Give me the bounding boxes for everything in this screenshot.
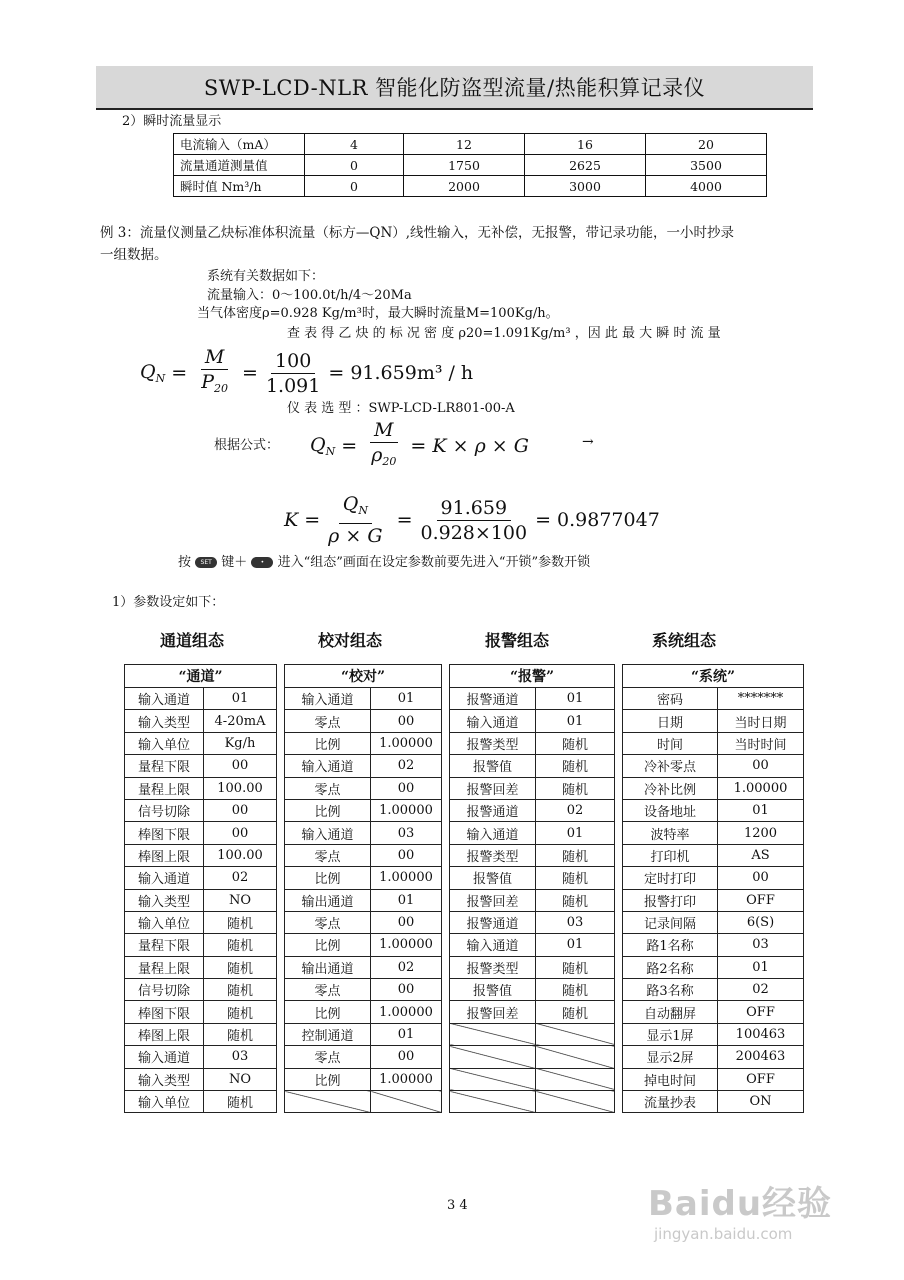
param-name: 比例 — [285, 1001, 371, 1023]
param-value: NO — [204, 1068, 277, 1090]
config-section-header: “系统” — [623, 665, 804, 688]
param-name: 棒图下限 — [125, 822, 204, 844]
param-value: 随机 — [204, 979, 277, 1001]
config-table-row — [125, 934, 804, 956]
empty-cell — [285, 1091, 371, 1113]
column-gap — [442, 1091, 450, 1113]
param-name: 报警通道 — [450, 688, 536, 710]
param-name: 量程上限 — [125, 777, 204, 799]
param-name: 报警回差 — [450, 777, 536, 799]
table1-cell: 16 — [525, 134, 646, 155]
column-gap — [615, 1091, 623, 1113]
group-heading-calibration: 校对组态 — [318, 631, 383, 650]
param-name: 比例 — [285, 934, 371, 956]
column-gap — [615, 1046, 623, 1068]
column-gap — [615, 844, 623, 866]
param-name: 输入通道 — [125, 688, 204, 710]
dot-key-icon: • — [251, 557, 273, 568]
table1-cell: 3500 — [646, 155, 767, 176]
param-value: 01 — [204, 688, 277, 710]
param-name: 零点 — [285, 710, 371, 732]
param-name: 输入通道 — [450, 710, 536, 732]
param-value: 02 — [718, 979, 804, 1001]
column-gap — [442, 710, 450, 732]
param-name: 输入类型 — [125, 889, 204, 911]
param-value: 00 — [371, 911, 442, 933]
column-gap — [615, 755, 623, 777]
table1-cell: 12 — [404, 134, 525, 155]
table1-row-label: 电流输入（mA） — [174, 134, 305, 155]
param-value: ON — [718, 1091, 804, 1113]
column-gap — [615, 956, 623, 978]
config-table-row — [125, 889, 804, 911]
param-value: 02 — [371, 755, 442, 777]
param-name: 冷补比例 — [623, 777, 718, 799]
column-gap — [615, 732, 623, 754]
config-table-row — [125, 688, 804, 710]
config-params-table — [124, 664, 804, 1113]
param-name: 输入通道 — [125, 1046, 204, 1068]
param-value: OFF — [718, 1001, 804, 1023]
column-gap — [615, 934, 623, 956]
param-value: 01 — [371, 889, 442, 911]
param-value: 1200 — [718, 822, 804, 844]
param-name: 报警回差 — [450, 1001, 536, 1023]
param-name: 掉电时间 — [623, 1068, 718, 1090]
param-value: 01 — [536, 934, 615, 956]
param-value: 1.00000 — [371, 1001, 442, 1023]
column-gap — [442, 1023, 450, 1045]
config-table-row — [125, 956, 804, 978]
column-gap — [442, 665, 450, 688]
eq3-result: = 0.9877047 — [535, 509, 660, 531]
config-table-row — [125, 777, 804, 799]
table1-cell: 1750 — [404, 155, 525, 176]
param-name: 显示1屏 — [623, 1023, 718, 1045]
table1-row — [174, 134, 767, 155]
config-section-header: “校对” — [285, 665, 442, 688]
param-name: 输入通道 — [285, 688, 371, 710]
system-data-label: 系统有关数据如下： — [207, 269, 325, 284]
param-name: 波特率 — [623, 822, 718, 844]
param-name: 报警通道 — [450, 799, 536, 821]
equation-k-value: K = $\frac{Q_N}{\rho \times G}$ = $\frac{91.659}{0.928\times 100}$ = 0.9877047 — [284, 493, 660, 547]
column-gap — [277, 755, 285, 777]
column-gap — [442, 822, 450, 844]
column-gap — [615, 688, 623, 710]
group-heading-system: 系统组态 — [652, 631, 717, 650]
column-gap — [615, 889, 623, 911]
param-value: OFF — [718, 889, 804, 911]
config-section-header: “通道” — [125, 665, 277, 688]
empty-cell — [450, 1023, 536, 1045]
column-gap — [277, 710, 285, 732]
param-name: 路2名称 — [623, 956, 718, 978]
empty-cell — [536, 1023, 615, 1045]
key-mid-text: 键＋ — [221, 555, 248, 570]
param-name: 零点 — [285, 1046, 371, 1068]
table1-row — [174, 176, 767, 197]
column-gap — [277, 799, 285, 821]
param-value: 随机 — [536, 956, 615, 978]
example3-line2: 一组数据。 — [100, 247, 168, 263]
param-name: 输入通道 — [285, 755, 371, 777]
empty-cell — [450, 1046, 536, 1068]
param-value: 01 — [371, 688, 442, 710]
param-value: 随机 — [536, 755, 615, 777]
param-value: 当时时间 — [718, 732, 804, 754]
eq1-denominator: 1.091 — [265, 374, 321, 397]
column-gap — [615, 1001, 623, 1023]
param-value: 随机 — [204, 1091, 277, 1113]
table1-row-label: 瞬时值 Nm³/h — [174, 176, 305, 197]
param-value: 01 — [536, 710, 615, 732]
param-name: 零点 — [285, 777, 371, 799]
empty-cell — [371, 1091, 442, 1113]
param-name: 输入类型 — [125, 710, 204, 732]
param-value: 02 — [536, 799, 615, 821]
table1-cell: 20 — [646, 134, 767, 155]
param-name: 显示2屏 — [623, 1046, 718, 1068]
param-name: 比例 — [285, 732, 371, 754]
eq1-result: = 91.659m³ / h — [328, 362, 474, 384]
param-name: 报警回差 — [450, 889, 536, 911]
param-name: 控制通道 — [285, 1023, 371, 1045]
table1-cell: 2000 — [404, 176, 525, 197]
param-value: 随机 — [536, 889, 615, 911]
column-gap — [442, 1046, 450, 1068]
param-name: 量程上限 — [125, 956, 204, 978]
arrow-glyph: → — [582, 434, 594, 450]
param-value: 随机 — [204, 1023, 277, 1045]
column-gap — [277, 844, 285, 866]
eq3-denominator: 0.928×100 — [420, 521, 528, 544]
param-name: 输入通道 — [450, 822, 536, 844]
config-table-row — [125, 1068, 804, 1090]
param-name: 路1名称 — [623, 934, 718, 956]
param-name: 输出通道 — [285, 889, 371, 911]
param-value: 随机 — [536, 979, 615, 1001]
param-value: 1.00000 — [371, 867, 442, 889]
column-gap — [615, 822, 623, 844]
column-gap — [442, 867, 450, 889]
param-value: NO — [204, 889, 277, 911]
column-gap — [277, 956, 285, 978]
instant-flow-table — [173, 133, 767, 197]
param-value: 00 — [204, 755, 277, 777]
param-name: 报警类型 — [450, 956, 536, 978]
lookup-text: 查 表 得 乙 炔 的 标 况 密 度 ρ20=1.091Kg/m³ ，因 此 最 大 瞬 时 流 量 — [287, 326, 721, 341]
config-table-row — [125, 710, 804, 732]
column-gap — [442, 1068, 450, 1090]
param-value: ******* — [718, 688, 804, 710]
param-value: 00 — [371, 844, 442, 866]
param-value: 00 — [204, 822, 277, 844]
column-gap — [277, 934, 285, 956]
config-table-row — [125, 1023, 804, 1045]
param-name: 输入单位 — [125, 732, 204, 754]
formula-label: 根据公式： — [214, 438, 280, 453]
column-gap — [442, 934, 450, 956]
param-name: 零点 — [285, 844, 371, 866]
column-gap — [277, 1001, 285, 1023]
column-gap — [615, 911, 623, 933]
empty-cell — [450, 1068, 536, 1090]
column-gap — [277, 911, 285, 933]
param-name: 比例 — [285, 1068, 371, 1090]
param-name: 设备地址 — [623, 799, 718, 821]
param-name: 报警值 — [450, 755, 536, 777]
param-value: 200463 — [718, 1046, 804, 1068]
column-gap — [615, 867, 623, 889]
watermark-brand: Baidu经验 — [648, 1184, 833, 1224]
param-name: 自动翻屏 — [623, 1001, 718, 1023]
column-gap — [277, 1068, 285, 1090]
column-gap — [442, 979, 450, 1001]
watermark — [648, 1176, 832, 1243]
param-value: 当时日期 — [718, 710, 804, 732]
param-name: 报警值 — [450, 979, 536, 1001]
param-name: 报警值 — [450, 867, 536, 889]
column-gap — [615, 777, 623, 799]
param-value: 00 — [718, 755, 804, 777]
key-pre-text: 按 — [178, 555, 192, 570]
config-table-row — [125, 911, 804, 933]
example3-line1: 例 3：流量仪测量乙炔标准体积流量（标方—QN）,线性输入，无补偿，无报警，带记录功能，一小时抄录 — [100, 225, 735, 241]
param-name: 日期 — [623, 710, 718, 732]
param-value: Kg/h — [204, 732, 277, 754]
model-text: 仪 表 选 型 ：SWP-LCD-LR801-00-A — [287, 401, 515, 416]
table1-row — [174, 155, 767, 176]
column-gap — [615, 665, 623, 688]
column-gap — [277, 1046, 285, 1068]
column-gap — [442, 889, 450, 911]
param-value: 01 — [536, 688, 615, 710]
param-value: 6(S) — [718, 911, 804, 933]
group-heading-channel: 通道组态 — [160, 631, 225, 650]
column-gap — [277, 867, 285, 889]
column-gap — [442, 777, 450, 799]
column-gap — [615, 1068, 623, 1090]
param-value: AS — [718, 844, 804, 866]
param-value: 00 — [371, 979, 442, 1001]
param-name: 比例 — [285, 867, 371, 889]
param-name: 零点 — [285, 979, 371, 1001]
table1-cell: 2625 — [525, 155, 646, 176]
param-value: 1.00000 — [371, 799, 442, 821]
page-number: 3 4 — [447, 1198, 468, 1213]
column-gap — [442, 799, 450, 821]
config-table-row — [125, 799, 804, 821]
param-value: 00 — [718, 867, 804, 889]
flow-input-text: 流量输入：0～100.0t/h/4～20Ma — [207, 288, 412, 303]
equation-qn-value: $Q_N$ = $\frac{M}{P_{20}}$ = $\frac{100}{1.091}$ = 91.659m³ / h — [140, 346, 474, 397]
config-table-row — [125, 1046, 804, 1068]
param-value: 03 — [536, 911, 615, 933]
param-name: 定时打印 — [623, 867, 718, 889]
param-name: 记录间隔 — [623, 911, 718, 933]
param-name: 时间 — [623, 732, 718, 754]
param-name: 信号切除 — [125, 979, 204, 1001]
set-key-icon: SET — [195, 557, 217, 568]
config-table-row — [125, 867, 804, 889]
param-value: 01 — [536, 822, 615, 844]
config-table-row — [125, 1001, 804, 1023]
table1-cell: 0 — [305, 176, 404, 197]
param-value: 1.00000 — [371, 934, 442, 956]
param-value: 03 — [718, 934, 804, 956]
config-table-row — [125, 822, 804, 844]
param-value: 1.00000 — [718, 777, 804, 799]
config-table-row — [125, 844, 804, 866]
column-gap — [442, 732, 450, 754]
param-value: 随机 — [204, 911, 277, 933]
param-name: 打印机 — [623, 844, 718, 866]
param-name: 输入通道 — [125, 867, 204, 889]
param-value: OFF — [718, 1068, 804, 1090]
group-heading-alarm: 报警组态 — [485, 631, 550, 650]
config-table-row — [125, 979, 804, 1001]
param-name: 报警打印 — [623, 889, 718, 911]
param-value: 随机 — [536, 777, 615, 799]
config-section-header: “报警” — [450, 665, 615, 688]
empty-cell — [536, 1046, 615, 1068]
param-value: 00 — [204, 799, 277, 821]
param-value: 00 — [371, 777, 442, 799]
param-name: 信号切除 — [125, 799, 204, 821]
column-gap — [615, 979, 623, 1001]
param-name: 输出通道 — [285, 956, 371, 978]
column-gap — [277, 1091, 285, 1113]
param-name: 密码 — [623, 688, 718, 710]
param-name: 输入单位 — [125, 911, 204, 933]
key-post-text: 进入“组态”画面在设定参数前要先进入“开锁”参数开锁 — [277, 555, 591, 570]
param-name: 棒图下限 — [125, 1001, 204, 1023]
params-heading: 1）参数设定如下： — [112, 595, 225, 610]
table1-cell: 4000 — [646, 176, 767, 197]
column-gap — [442, 911, 450, 933]
param-value: 00 — [371, 710, 442, 732]
param-value: 02 — [371, 956, 442, 978]
section-heading-instant: 2）瞬时流量显示 — [122, 114, 222, 129]
column-gap — [277, 822, 285, 844]
param-value: 03 — [371, 822, 442, 844]
param-value: 随机 — [536, 844, 615, 866]
param-value: 随机 — [536, 867, 615, 889]
column-gap — [442, 956, 450, 978]
config-table-row — [125, 1091, 804, 1113]
eq3-numerator: 91.659 — [437, 496, 511, 521]
param-name: 棒图上限 — [125, 1023, 204, 1045]
param-name: 量程下限 — [125, 934, 204, 956]
column-gap — [277, 777, 285, 799]
page-header — [96, 66, 813, 110]
param-value: 00 — [371, 1046, 442, 1068]
column-gap — [277, 889, 285, 911]
param-name: 输入类型 — [125, 1068, 204, 1090]
column-gap — [615, 1023, 623, 1045]
empty-cell — [450, 1091, 536, 1113]
param-value: 02 — [204, 867, 277, 889]
column-gap — [277, 688, 285, 710]
param-value: 100463 — [718, 1023, 804, 1045]
param-name: 输入单位 — [125, 1091, 204, 1113]
param-value: 100.00 — [204, 844, 277, 866]
table1-cell: 4 — [305, 134, 404, 155]
column-gap — [277, 979, 285, 1001]
param-value: 随机 — [536, 1001, 615, 1023]
config-table-row — [125, 755, 804, 777]
param-value: 03 — [204, 1046, 277, 1068]
table1-row-label: 流量通道测量值 — [174, 155, 305, 176]
param-name: 报警类型 — [450, 844, 536, 866]
param-value: 4-20mA — [204, 710, 277, 732]
param-name: 比例 — [285, 799, 371, 821]
table1-cell: 0 — [305, 155, 404, 176]
param-value: 100.00 — [204, 777, 277, 799]
empty-cell — [536, 1068, 615, 1090]
column-gap — [277, 1023, 285, 1045]
table1-cell: 3000 — [525, 176, 646, 197]
column-gap — [615, 710, 623, 732]
column-gap — [442, 755, 450, 777]
param-name: 输入通道 — [285, 822, 371, 844]
config-table-row — [125, 732, 804, 754]
param-value: 1.00000 — [371, 732, 442, 754]
header-title: SWP-LCD-NLR 智能化防盗型流量/热能积算记录仪 — [203, 76, 706, 100]
param-name: 报警通道 — [450, 911, 536, 933]
param-value: 随机 — [204, 1001, 277, 1023]
key-instruction — [178, 554, 590, 571]
config-table-header-row — [125, 665, 804, 688]
param-name: 流量抄表 — [623, 1091, 718, 1113]
column-gap — [615, 799, 623, 821]
eq1-numerator: 100 — [271, 349, 315, 374]
param-value: 01 — [718, 799, 804, 821]
param-value: 随机 — [204, 934, 277, 956]
param-value: 1.00000 — [371, 1068, 442, 1090]
column-gap — [277, 665, 285, 688]
density-text: 当气体密度ρ=0.928 Kg/m³时，最大瞬时流量M=100Kg/h。 — [197, 306, 559, 321]
param-value: 01 — [718, 956, 804, 978]
empty-cell — [536, 1091, 615, 1113]
param-value: 随机 — [204, 956, 277, 978]
param-value: 01 — [371, 1023, 442, 1045]
column-gap — [442, 688, 450, 710]
param-name: 路3名称 — [623, 979, 718, 1001]
equation-formula: $Q_N$ = $\frac{M}{\rho_{20}}$ = K × ρ × G — [310, 419, 529, 468]
param-value: 随机 — [536, 732, 615, 754]
param-name: 量程下限 — [125, 755, 204, 777]
param-name: 冷补零点 — [623, 755, 718, 777]
column-gap — [442, 1001, 450, 1023]
param-name: 报警类型 — [450, 732, 536, 754]
param-name: 输入通道 — [450, 934, 536, 956]
column-gap — [277, 732, 285, 754]
param-name: 零点 — [285, 911, 371, 933]
watermark-url: jingyan.baidu.com — [654, 1225, 793, 1243]
column-gap — [442, 844, 450, 866]
param-name: 棒图上限 — [125, 844, 204, 866]
